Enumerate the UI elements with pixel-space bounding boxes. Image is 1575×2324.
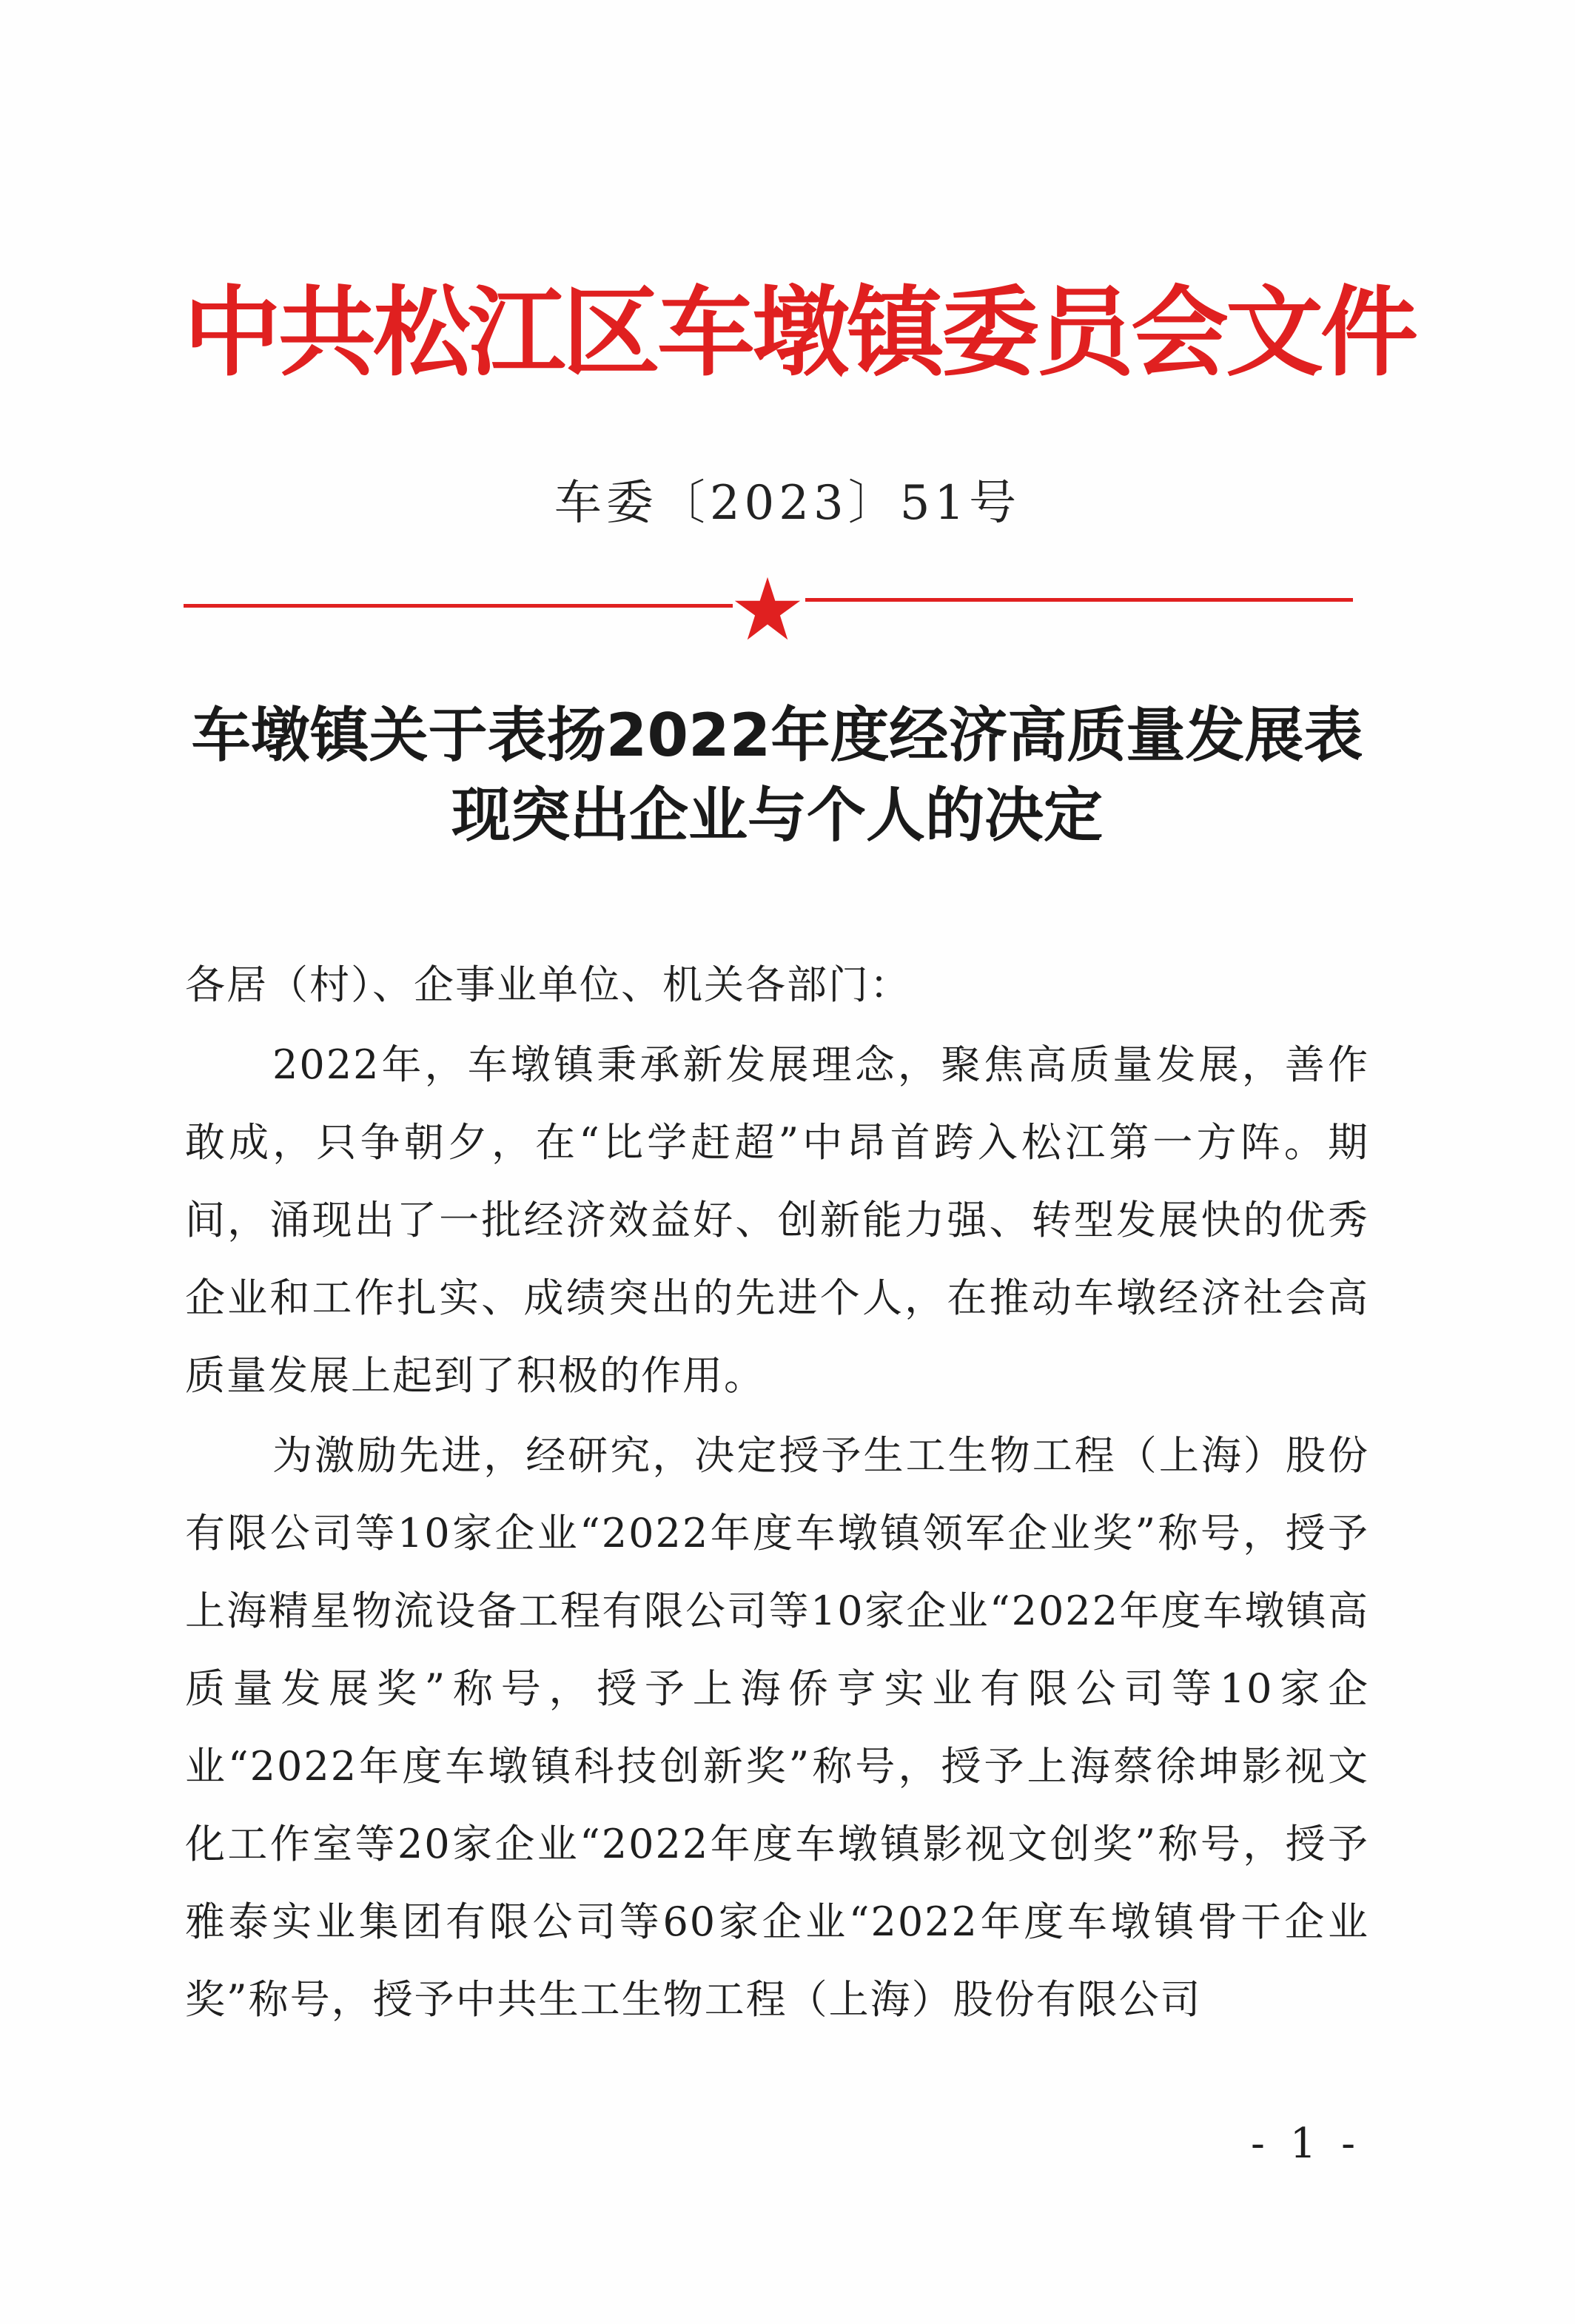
body-paragraph-2: 为激励先进，经研究，决定授予生工生物工程（上海）股份有限公司等10家企业“2022年度车墩镇领军企业奖”称号，授予上海精星物流设备工程有限公司等10家企业“2022年度车墩镇高质量发展奖”称号，授予上海侨亨实业有限公司等10家企业“2022年度车墩镇科技创新奖”称号，授予上海蔡徐坤影视文化工作室等20家企业“2022年度车墩镇影视文创奖”称号，授予雅泰实业集团有限公司等60家企业“2022年度车墩镇骨干企业奖”称号，授予中共生工生物工程（上海）股份有限公司 <box>185 1432 1369 2023</box>
body-paragraph-1: 2022年，车墩镇秉承新发展理念，聚焦高质量发展，善作敢成，只争朝夕，在“比学赶超”中昂首跨入松江第一方阵。期间，涌现出了一批经济效益好、创新能力强、转型发展快的优秀企业和工作扎实、成绩突出的先进个人，在推动车墩经济社会高质量发展上起到了积极的作用。 <box>185 1041 1369 1399</box>
red-star-icon <box>733 574 802 644</box>
red-divider-right <box>805 598 1353 602</box>
page-number: - 1 - <box>1251 2120 1362 2168</box>
document-number: 车委〔2023〕51号 <box>554 476 1021 531</box>
salutation: 各居（村）、企事业单位、机关各部门： <box>185 961 911 1008</box>
red-divider-left <box>184 604 733 608</box>
masthead-title: 中共松江区车墩镇委员会文件 <box>184 276 1415 390</box>
document-title: 车墩镇关于表扬2022年度经济高质量发展表现突出企业与个人的决定 <box>191 701 1363 850</box>
